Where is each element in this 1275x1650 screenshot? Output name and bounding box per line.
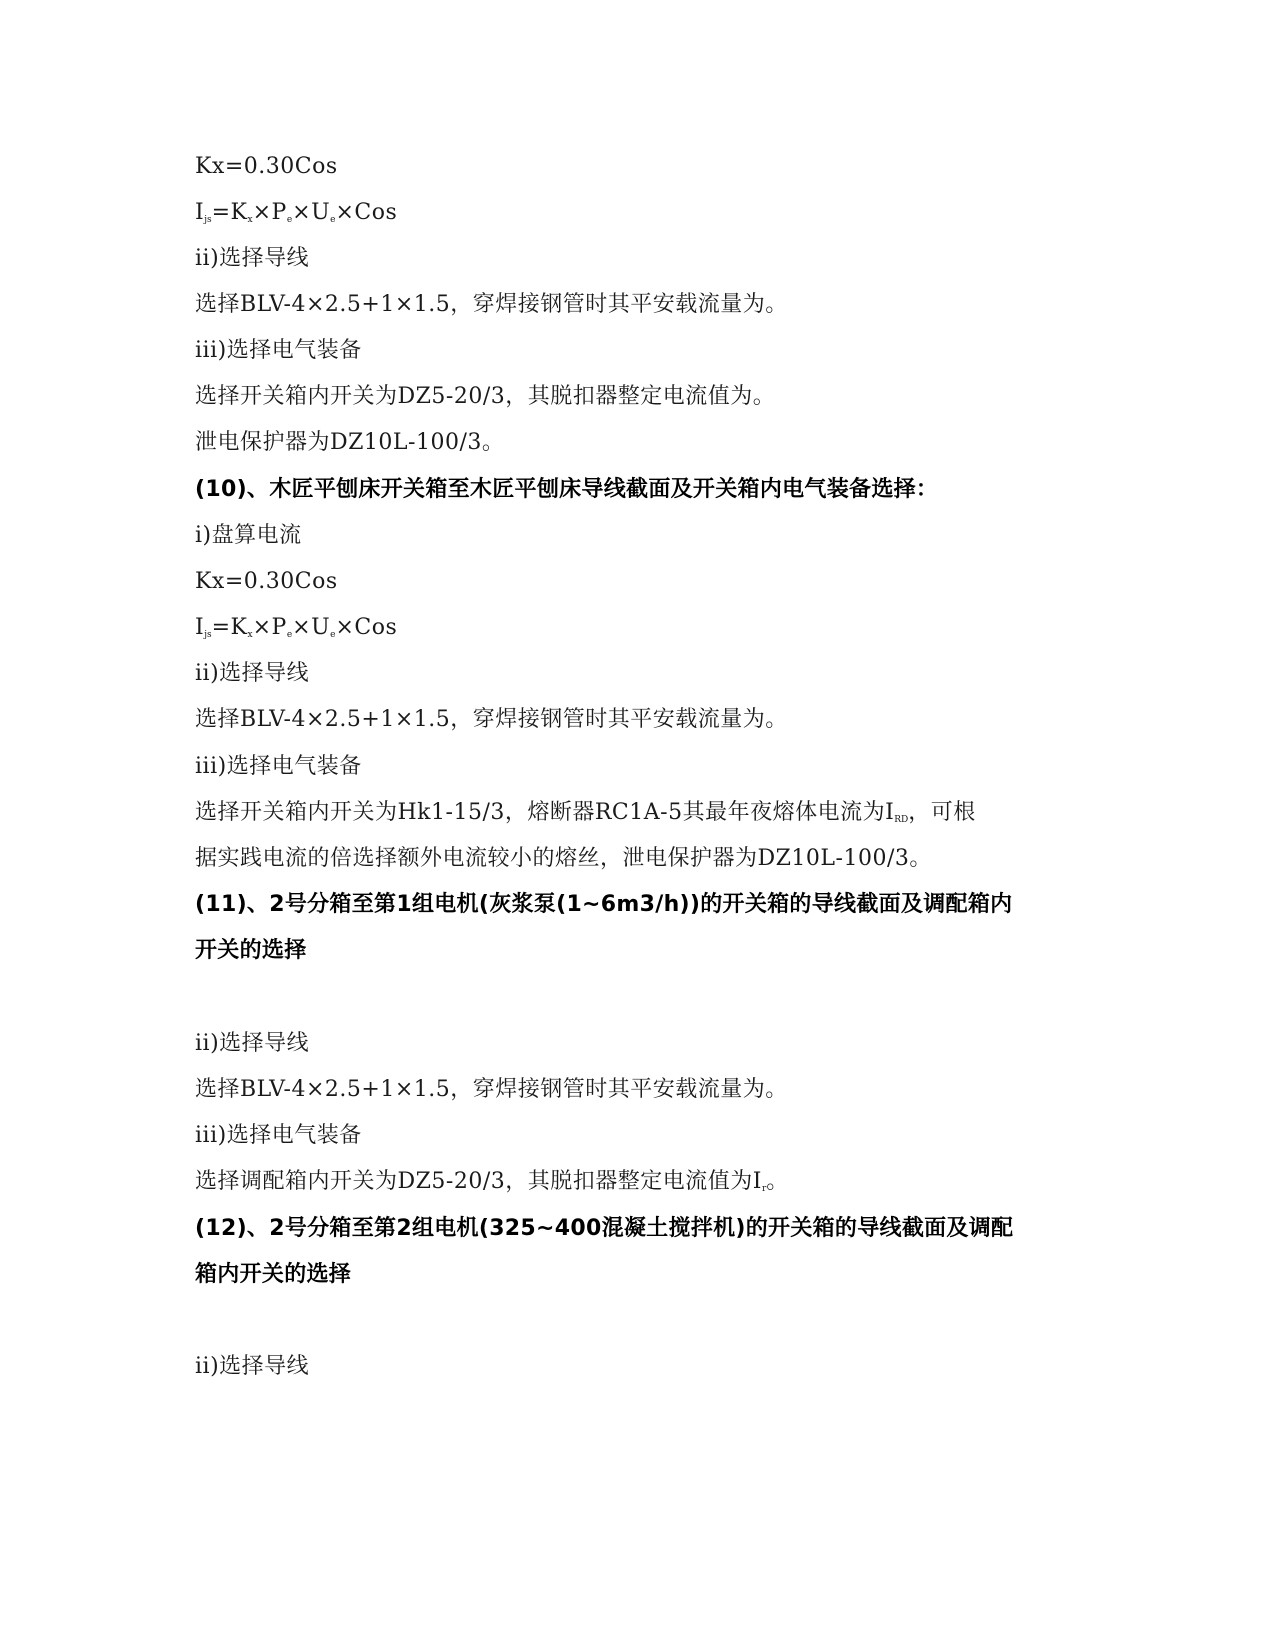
body-text bbox=[195, 1168, 789, 1203]
formula-subscript: js bbox=[204, 215, 212, 225]
formula-text: =K bbox=[211, 200, 248, 225]
body-text: 泄电保护器为DZ10L-100/3。 bbox=[195, 430, 505, 455]
step-heading: iii)选择电气装备 bbox=[195, 338, 362, 363]
formula-subscript: x bbox=[247, 215, 253, 225]
step-heading: ii)选择导线 bbox=[195, 246, 310, 271]
formula-subscript: e bbox=[330, 630, 336, 640]
formula-text: ×Cos bbox=[335, 200, 398, 225]
step-heading: iii)选择电气装备 bbox=[195, 754, 362, 779]
section-heading: (11)、2号分箱至第1组电机(灰浆泵(1~6m3/h))的开关箱的导线截面及调配箱内 bbox=[195, 892, 1013, 917]
formula-text: I bbox=[195, 615, 205, 640]
body-text-segment: 。 bbox=[766, 1169, 789, 1194]
formula-subscript: js bbox=[204, 630, 212, 640]
step-heading: i)盘算电流 bbox=[195, 523, 302, 548]
body-text: 选择BLV-4×2.5+1×1.5，穿焊接钢管时其平安载流量为。 bbox=[195, 707, 788, 732]
body-text bbox=[195, 799, 976, 834]
body-text: 据实践电流的倍选择额外电流较小的熔丝，泄电保护器为DZ10L-100/3。 bbox=[195, 846, 932, 871]
section-heading-continued: 箱内开关的选择 bbox=[195, 1262, 352, 1287]
step-heading: iii)选择电气装备 bbox=[195, 1123, 362, 1148]
section-heading-continued: 开关的选择 bbox=[195, 938, 307, 963]
body-subscript: r bbox=[761, 1184, 767, 1194]
formula-ijs bbox=[195, 614, 397, 649]
section-heading: (12)、2号分箱至第2组电机(325~400混凝土搅拌机)的开关箱的导线截面及调配 bbox=[195, 1216, 1014, 1241]
formula-text: I bbox=[195, 200, 205, 225]
formula-subscript: x bbox=[247, 630, 253, 640]
formula-subscript: e bbox=[286, 215, 293, 225]
body-subscript: RD bbox=[894, 815, 909, 825]
body-text-segment: ，可根 bbox=[908, 800, 976, 825]
formula-text: ×U bbox=[292, 200, 331, 225]
formula-text: ×P bbox=[252, 615, 287, 640]
formula-text: ×P bbox=[252, 200, 287, 225]
body-text-segment: 选择调配箱内开关为DZ5-20/3，其脱扣器整定电流值为I bbox=[195, 1169, 762, 1194]
formula-text: =K bbox=[211, 615, 248, 640]
formula-kx: Kx=0.30Cos bbox=[195, 569, 338, 594]
formula-subscript: e bbox=[330, 215, 336, 225]
formula-kx: Kx=0.30Cos bbox=[195, 154, 338, 179]
body-text: 选择BLV-4×2.5+1×1.5，穿焊接钢管时其平安载流量为。 bbox=[195, 292, 788, 317]
step-heading: ii)选择导线 bbox=[195, 1354, 310, 1379]
step-heading: ii)选择导线 bbox=[195, 1031, 310, 1056]
body-text: 选择BLV-4×2.5+1×1.5，穿焊接钢管时其平安载流量为。 bbox=[195, 1077, 788, 1102]
formula-ijs bbox=[195, 199, 397, 234]
body-text-segment: 选择开关箱内开关为Hk1-15/3，熔断器RC1A-5其最年夜熔体电流为I bbox=[195, 800, 895, 825]
body-text: 选择开关箱内开关为DZ5-20/3，其脱扣器整定电流值为。 bbox=[195, 384, 776, 409]
formula-subscript: e bbox=[286, 630, 293, 640]
formula-text: ×U bbox=[292, 615, 331, 640]
formula-text: ×Cos bbox=[335, 615, 398, 640]
section-heading: (10)、木匠平刨床开关箱至木匠平刨床导线截面及开关箱内电气装备选择： bbox=[195, 477, 939, 502]
step-heading: ii)选择导线 bbox=[195, 661, 310, 686]
